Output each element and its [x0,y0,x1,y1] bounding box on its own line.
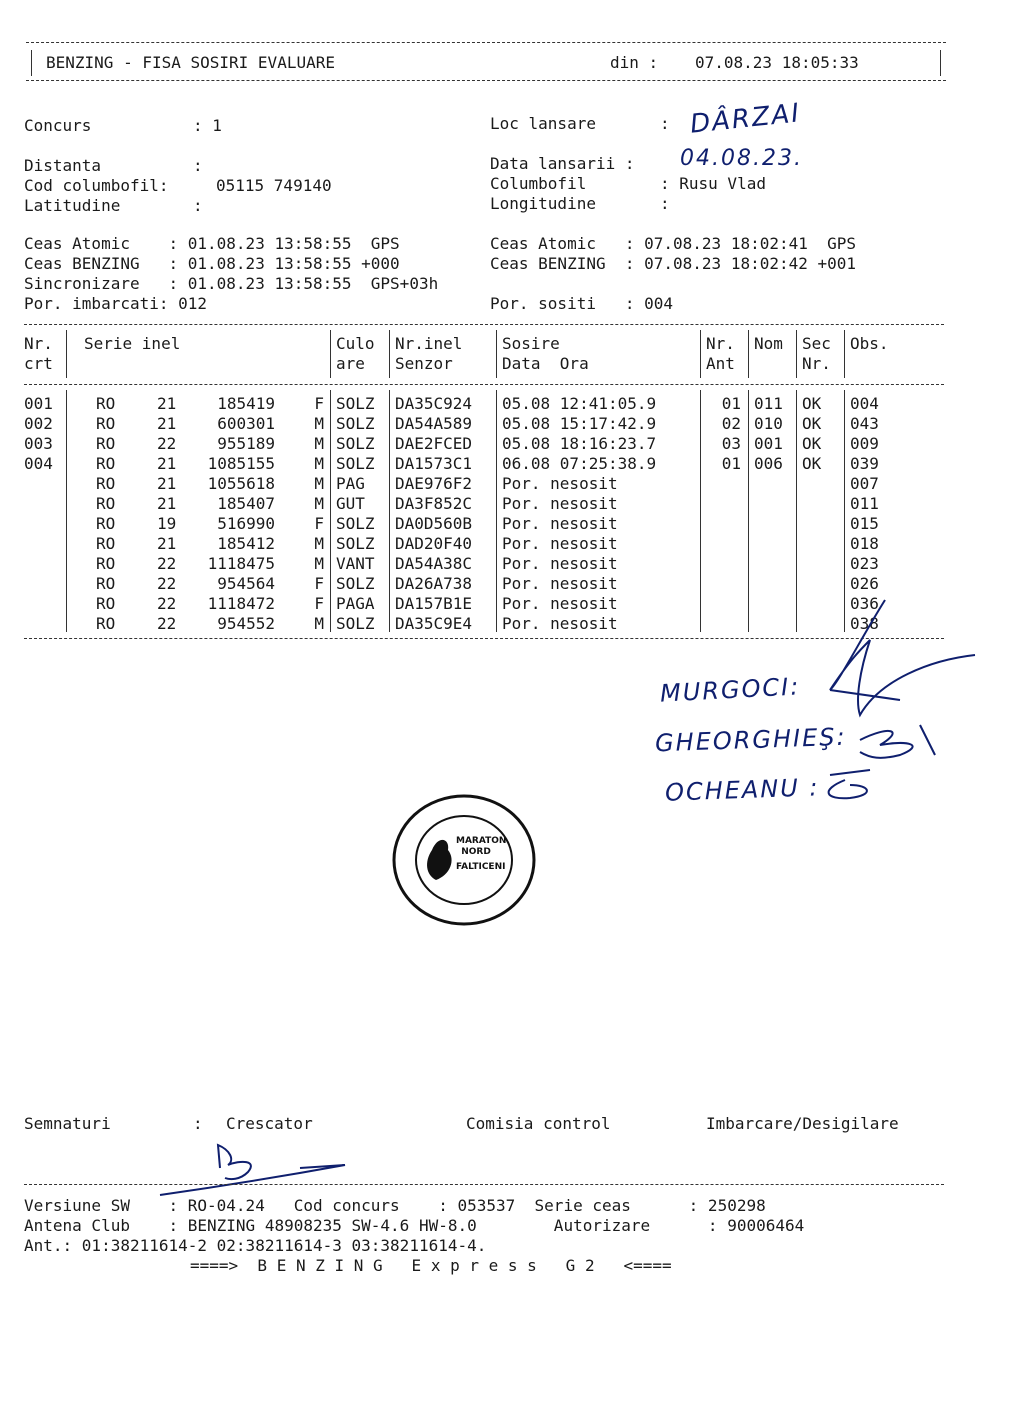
cell-country: RO [96,534,116,553]
th-sec-1: Sec [802,334,831,353]
handwritten-name-2: GHEORGHIEŞ: [654,722,848,758]
cell-arrival: Por. nesosit [502,614,618,633]
cell-sensor: DA35C924 [395,394,473,413]
cell-obs: 018 [850,534,879,553]
th-obs: Obs. [850,334,889,353]
cell-sec: OK [802,414,822,433]
data-lansarii-label: Data lansarii : [490,154,635,173]
cell-obs: 039 [850,454,879,473]
cell-ring: 185407 [217,494,275,513]
cell-nr: 003 [24,434,53,453]
cell-year: 19 [157,514,177,533]
cell-nom: 011 [754,394,783,413]
th-culoare-1: Culo [336,334,375,353]
th-nr-1: Nr. [24,334,53,353]
clock-right-2: Ceas BENZING : 07.08.23 18:02:42 +001 [490,254,857,273]
cell-country: RO [96,434,116,453]
cell-color: SOLZ [336,434,375,453]
clock-right-1: Ceas Atomic : 07.08.23 18:02:41 GPS [490,234,857,253]
stamp-center-1: MARATON NORD [456,836,507,857]
cell-obs: 038 [850,614,879,633]
cell-ant: 02 [721,414,741,433]
cell-year: 21 [157,534,177,553]
cell-country: RO [96,594,116,613]
cell-nr: 002 [24,414,53,433]
imbarcare-label: Imbarcare/Desigilare [706,1114,899,1133]
cell-country: RO [96,514,116,533]
cell-country: RO [96,454,116,473]
th-nom: Nom [754,334,783,353]
latitudine-value: : [193,196,203,215]
cell-arrival: Por. nesosit [502,554,618,573]
th-culoare-2: are [336,354,365,373]
cell-country: RO [96,574,116,593]
cell-sensor: DA54A589 [395,414,473,433]
cell-sensor: DA3F852C [395,494,473,513]
cell-ring: 954552 [217,614,275,633]
cell-ring: 185412 [217,534,275,553]
cell-obs: 026 [850,574,879,593]
clock-right-4: Por. sositi : 004 [490,294,674,313]
cell-sensor: DAD20F40 [395,534,473,553]
distanta-value: : [193,156,203,175]
loc-lansare-handwritten: DÂRZAI [688,98,803,140]
longitudine-label: Longitudine [490,194,596,213]
signature-1-icon [830,600,975,715]
cell-sex: M [314,454,324,473]
cell-sex: M [314,474,324,493]
cell-nr: 004 [24,454,53,473]
cell-sensor: DAE976F2 [395,474,473,493]
cell-year: 22 [157,614,177,633]
columbofil-label: Columbofil [490,174,587,193]
cell-year: 22 [157,434,177,453]
cell-obs: 015 [850,514,879,533]
cell-ring: 1118472 [207,594,275,613]
footer-rule [24,1184,944,1185]
cell-year: 22 [157,594,177,613]
crescator-signature-icon [160,1145,345,1195]
signature-2-icon [860,725,935,758]
stamp-center-2: FALTICENI [456,862,506,872]
cell-color: PAGA [336,594,375,613]
handwritten-name-1: MURGOCI: [659,672,801,708]
cell-arrival: Por. nesosit [502,494,618,513]
cell-ring: 600301 [217,414,275,433]
cell-year: 21 [157,394,177,413]
cell-country: RO [96,554,116,573]
th-sosire-2: Data Ora [502,354,589,373]
cell-sex: F [314,514,324,533]
cell-obs: 004 [850,394,879,413]
cell-ring: 185419 [217,394,275,413]
semnaturi-label: Semnaturi [24,1114,111,1133]
cell-color: SOLZ [336,394,375,413]
cell-sec: OK [802,434,822,453]
columbofil-value: : Rusu Vlad [660,174,766,193]
cell-ring: 955189 [217,434,275,453]
cell-sensor: DA1573C1 [395,454,473,473]
loc-lansare-sep: : [660,114,670,133]
cod-columbofil-label: Cod columbofil: [24,176,169,195]
cell-year: 21 [157,474,177,493]
cell-country: RO [96,474,116,493]
signature-3-icon [829,770,870,798]
cell-color: SOLZ [336,514,375,533]
cell-ring: 1055618 [207,474,275,493]
semnaturi-sep: : [193,1114,203,1133]
loc-lansare-label: Loc lansare [490,114,596,133]
cell-ring: 1118475 [207,554,275,573]
cell-arrival: 05.08 15:17:42.9 [502,414,657,433]
clock-left-1: Ceas Atomic : 01.08.23 13:58:55 GPS [24,234,400,253]
cell-arrival: Por. nesosit [502,514,618,533]
din-label: din : [610,53,659,72]
concurs-label: Concurs [24,116,92,135]
cell-color: SOLZ [336,614,375,633]
cell-year: 22 [157,554,177,573]
th-senzor-1: Nr.inel [395,334,463,353]
cell-nom: 010 [754,414,783,433]
cell-sensor: DA35C9E4 [395,614,473,633]
th-serie: Serie inel [84,334,181,353]
th-ant-2: Ant [706,354,735,373]
cell-sex: M [314,494,324,513]
cell-obs: 011 [850,494,879,513]
cell-color: GUT [336,494,365,513]
cell-color: PAG [336,474,365,493]
footer-line-2: Antena Club : BENZING 48908235 SW-4.6 HW-8.0 Autorizare : 90006464 [24,1216,805,1235]
cell-obs: 036 [850,594,879,613]
cell-arrival: Por. nesosit [502,534,618,553]
cell-sensor: DAE2FCED [395,434,473,453]
cell-country: RO [96,614,116,633]
handwritten-name-3: OCHEANU : [664,773,820,807]
cell-year: 21 [157,494,177,513]
cell-color: VANT [336,554,375,573]
th-senzor-2: Senzor [395,354,453,373]
cell-ring: 516990 [217,514,275,533]
cell-arrival: Por. nesosit [502,474,618,493]
cell-obs: 009 [850,434,879,453]
cell-arrival: 05.08 18:16:23.7 [502,434,657,453]
cell-country: RO [96,394,116,413]
cell-ring: 1085155 [207,454,275,473]
cell-sex: F [314,394,324,413]
din-value: 07.08.23 18:05:33 [695,53,859,72]
cell-ring: 954564 [217,574,275,593]
th-sosire-1: Sosire [502,334,560,353]
longitudine-value: : [660,194,670,213]
th-sec-2: Nr. [802,354,831,373]
cell-sex: F [314,594,324,613]
cell-color: SOLZ [336,454,375,473]
cell-country: RO [96,494,116,513]
cell-color: SOLZ [336,534,375,553]
data-lansarii-handwritten: 04.08.23. [680,146,803,171]
latitudine-label: Latitudine [24,196,121,215]
cell-sex: M [314,414,324,433]
cell-obs: 007 [850,474,879,493]
cell-ant: 03 [721,434,741,453]
cell-color: SOLZ [336,574,375,593]
cell-nr: 001 [24,394,53,413]
cell-sensor: DA0D560B [395,514,473,533]
page-title: BENZING - FISA SOSIRI EVALUARE [46,53,335,72]
footer-line-1: Versiune SW : RO-04.24 Cod concurs : 053537 Serie ceas : 250298 [24,1196,766,1215]
cell-arrival: Por. nesosit [502,594,618,613]
cell-sex: M [314,534,324,553]
cell-arrival: 06.08 07:25:38.9 [502,454,657,473]
footer-line-4: ====> B E N Z I N G E x p r e s s G 2 <==== [190,1256,672,1275]
cell-nom: 006 [754,454,783,473]
comisia-label: Comisia control [466,1114,611,1133]
cell-sensor: DA157B1E [395,594,473,613]
cell-sex: M [314,434,324,453]
cell-sec: OK [802,454,822,473]
cod-columbofil-value: 05115 749140 [216,176,332,195]
cell-arrival: 05.08 12:41:05.9 [502,394,657,413]
clock-left-2: Ceas BENZING : 01.08.23 13:58:55 +000 [24,254,400,273]
cell-obs: 023 [850,554,879,573]
cell-sex: M [314,614,324,633]
clock-left-3: Sincronizare : 01.08.23 13:58:55 GPS+03h [24,274,439,293]
crescator-label: Crescator [226,1114,313,1133]
cell-country: RO [96,414,116,433]
cell-sensor: DA54A38C [395,554,473,573]
cell-sensor: DA26A738 [395,574,473,593]
th-ant-1: Nr. [706,334,735,353]
distanta-label: Distanta [24,156,102,175]
cell-obs: 043 [850,414,879,433]
pigeon-icon [427,840,452,880]
cell-sec: OK [802,394,822,413]
cell-year: 21 [157,454,177,473]
cell-ant: 01 [721,454,741,473]
cell-year: 21 [157,414,177,433]
clock-left-4: Por. imbarcati: 012 [24,294,208,313]
club-stamp [388,790,540,930]
cell-color: SOLZ [336,414,375,433]
concurs-value: : 1 [193,116,222,135]
th-nr-2: crt [24,354,53,373]
footer-line-3: Ant.: 01:38211614-2 02:38211614-3 03:38211614-4. [24,1236,487,1255]
cell-year: 22 [157,574,177,593]
cell-nom: 001 [754,434,783,453]
cell-arrival: Por. nesosit [502,574,618,593]
cell-sex: F [314,574,324,593]
cell-sex: M [314,554,324,573]
cell-ant: 01 [721,394,741,413]
